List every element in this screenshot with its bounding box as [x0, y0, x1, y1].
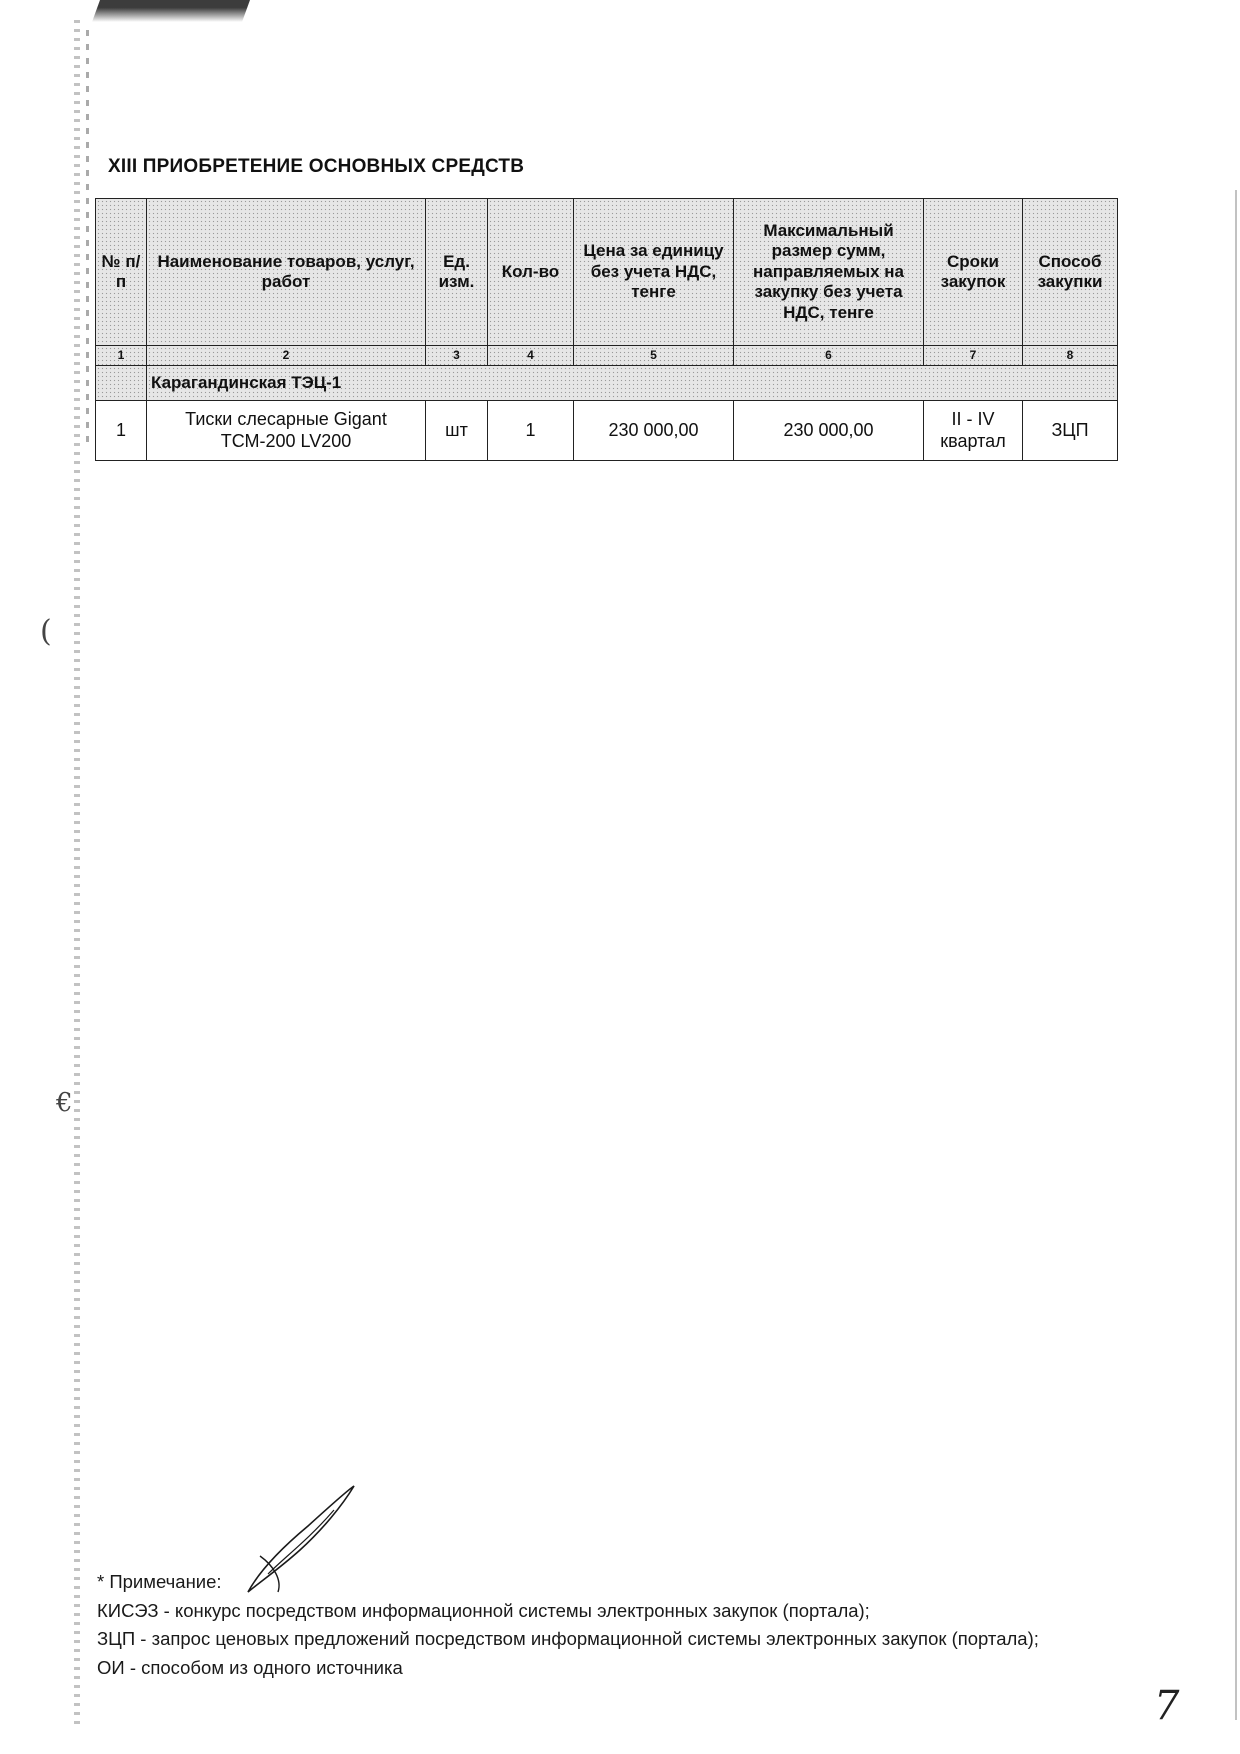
- column-number: 7: [924, 346, 1023, 366]
- cell-quantity: 1: [488, 401, 574, 461]
- column-number: 8: [1023, 346, 1118, 366]
- column-number: 3: [426, 346, 488, 366]
- cell-method: ЗЦП: [1023, 401, 1118, 461]
- header-cell-unit-price: Цена за единицу без учета НДС, тенге: [574, 199, 734, 346]
- column-number-row: [96, 346, 1118, 366]
- column-number: 4: [488, 346, 574, 366]
- column-number: 2: [147, 346, 426, 366]
- table-row: [96, 401, 1118, 461]
- header-cell-max-amount: Максимальный размер сумм, направляемых на закупку без учета НДС, тенге: [734, 199, 924, 346]
- column-number: 1: [96, 346, 147, 366]
- group-row: [96, 366, 1118, 401]
- scan-edge-right: [1235, 190, 1237, 1720]
- column-number: 6: [734, 346, 924, 366]
- cell-max-amount: 230 000,00: [734, 401, 924, 461]
- note-line: ОИ - способом из одного источника: [97, 1656, 403, 1678]
- scan-edge-left-inner: [86, 30, 89, 450]
- table-header-row: [96, 199, 1118, 346]
- cell-unit: шт: [426, 401, 488, 461]
- page-number: 7: [1154, 1683, 1180, 1729]
- header-cell-unit: Ед. изм.: [426, 199, 488, 346]
- header-cell-number: № п/п: [96, 199, 147, 346]
- group-name: Карагандинская ТЭЦ-1: [147, 366, 1118, 401]
- procurement-table: [95, 198, 1118, 461]
- group-spacer-cell: [96, 366, 147, 401]
- note-line: КИСЭЗ - конкурс посредством информационной системы электронных закупок (портала);: [97, 1599, 870, 1621]
- note-line: ЗЦП - запрос ценовых предложений посредством информационной системы электронных закупок (портала);: [97, 1628, 1039, 1649]
- cell-period: II - IV квартал: [924, 401, 1023, 461]
- cell-unit-price: 230 000,00: [574, 401, 734, 461]
- notes-title: * Примечание:: [97, 1571, 222, 1592]
- section-title: XIII ПРИОБРЕТЕНИЕ ОСНОВНЫХ СРЕДСТВ: [108, 156, 525, 177]
- header-cell-period: Сроки закупок: [924, 199, 1023, 346]
- scan-mark: (: [40, 614, 52, 649]
- scan-mark: €: [56, 1088, 73, 1118]
- column-number: 5: [574, 346, 734, 366]
- header-cell-method: Способ закупки: [1023, 199, 1118, 346]
- scan-edge-left: [74, 20, 80, 1730]
- header-cell-name: Наименование товаров, услуг, работ: [147, 199, 426, 346]
- header-cell-quantity: Кол-во: [488, 199, 574, 346]
- notes-block: [97, 1568, 1117, 1682]
- scan-edge-top: [92, 0, 250, 22]
- cell-number: 1: [96, 401, 147, 461]
- cell-name: Тиски слесарные Gigant ТСМ-200 LV200: [147, 401, 426, 461]
